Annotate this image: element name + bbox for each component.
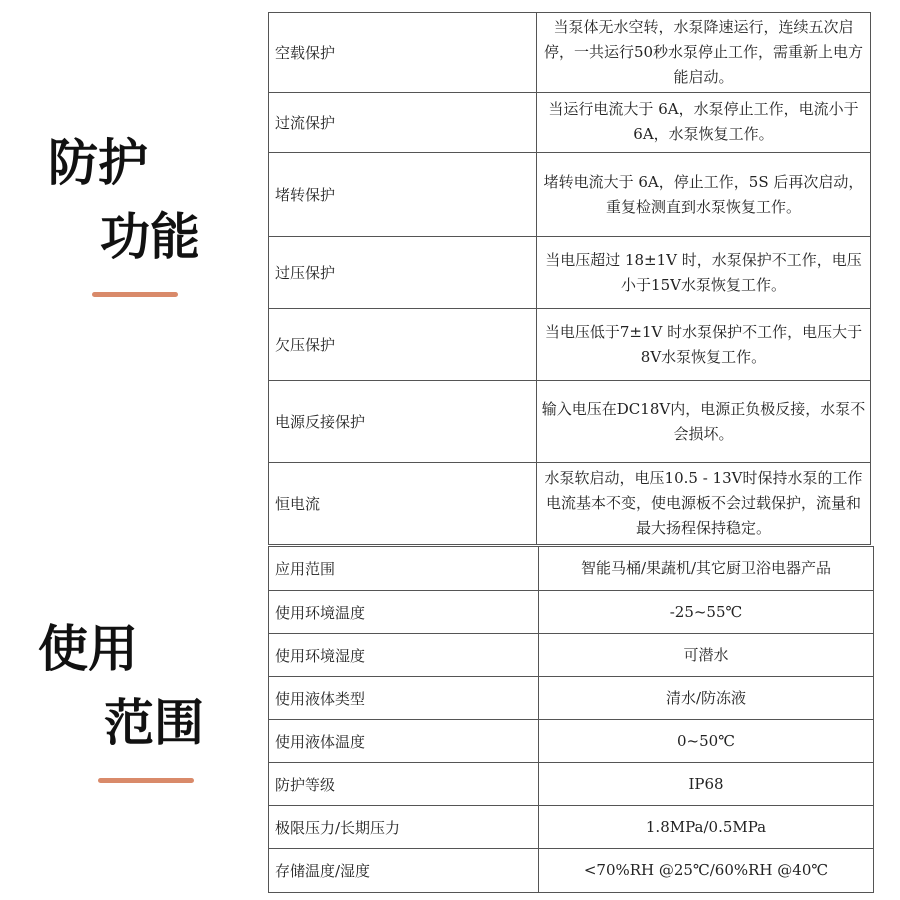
row-value: 可潜水 xyxy=(539,634,874,677)
row-label: 防护等级 xyxy=(269,763,539,806)
table-row xyxy=(269,849,874,893)
row-value: IP68 xyxy=(539,763,874,806)
usage-heading-underline xyxy=(98,778,194,783)
row-value: 清水/防冻液 xyxy=(539,677,874,720)
row-value: <70%RH @25℃/60%RH @40℃ xyxy=(539,849,874,893)
row-label: 极限压力/长期压力 xyxy=(269,806,539,849)
row-value: 当电压低于7±1V 时水泵保护不工作，电压大于8V水泵恢复工作。 xyxy=(537,309,871,381)
row-value: 智能马桶/果蔬机/其它厨卫浴电器产品 xyxy=(539,547,874,591)
row-label: 恒电流 xyxy=(269,463,537,545)
table-row xyxy=(269,806,874,849)
row-value: 当运行电流大于 6A，水泵停止工作，电流小于 6A，水泵恢复工作。 xyxy=(537,93,871,152)
table-row xyxy=(269,309,871,381)
table-row xyxy=(269,591,874,634)
protection-heading-line1: 防护 xyxy=(48,134,148,192)
row-value: 输入电压在DC18V内，电源正负极反接，水泵不会损坏。 xyxy=(537,381,871,463)
table-row xyxy=(269,237,871,309)
row-value: 堵转电流大于 6A，停止工作，5S 后再次启动， 重复检测直到水泵恢复工作。 xyxy=(537,153,871,237)
row-value: 当电压超过 18±1V 时，水泵保护不工作，电压小于15V水泵恢复工作。 xyxy=(537,237,871,309)
row-label: 使用环境湿度 xyxy=(269,634,539,677)
row-label: 使用环境温度 xyxy=(269,591,539,634)
table-row xyxy=(269,153,871,237)
row-value: -25~55℃ xyxy=(539,591,874,634)
row-label: 过流保护 xyxy=(269,93,537,152)
table-row xyxy=(269,720,874,763)
usage-table xyxy=(268,546,874,893)
protection-heading-line2: 功能 xyxy=(100,208,200,266)
row-label: 存储温度/湿度 xyxy=(269,849,539,893)
row-value: 水泵软启动，电压10.5 - 13V时保持水泵的工作电流基本不变，使电源板不会过载保护，流量和最大扬程保持稳定。 xyxy=(537,463,871,545)
row-label: 空载保护 xyxy=(269,13,537,93)
table-row xyxy=(269,381,871,463)
table-row xyxy=(269,13,871,93)
row-label: 电源反接保护 xyxy=(269,381,537,463)
protection-table-part2 xyxy=(268,152,871,545)
protection-heading-underline xyxy=(92,292,178,297)
usage-heading-line1: 使用 xyxy=(38,620,138,678)
table-row xyxy=(269,763,874,806)
table-row xyxy=(269,547,874,591)
row-value: 当泵体无水空转，水泵降速运行，连续五次启停，一共运行50秒水泵停止工作，需重新上电方能启动。 xyxy=(537,13,871,93)
row-label: 使用液体类型 xyxy=(269,677,539,720)
row-label: 过压保护 xyxy=(269,237,537,309)
table-row xyxy=(269,93,871,152)
row-value: 0~50℃ xyxy=(539,720,874,763)
table-row xyxy=(269,677,874,720)
row-label: 欠压保护 xyxy=(269,309,537,381)
row-label: 堵转保护 xyxy=(269,153,537,237)
row-value: 1.8MPa/0.5MPa xyxy=(539,806,874,849)
table-row xyxy=(269,634,874,677)
row-label: 应用范围 xyxy=(269,547,539,591)
usage-heading-line2: 范围 xyxy=(104,694,204,752)
row-label: 使用液体温度 xyxy=(269,720,539,763)
protection-table-part1 xyxy=(268,12,871,152)
table-row xyxy=(269,463,871,545)
